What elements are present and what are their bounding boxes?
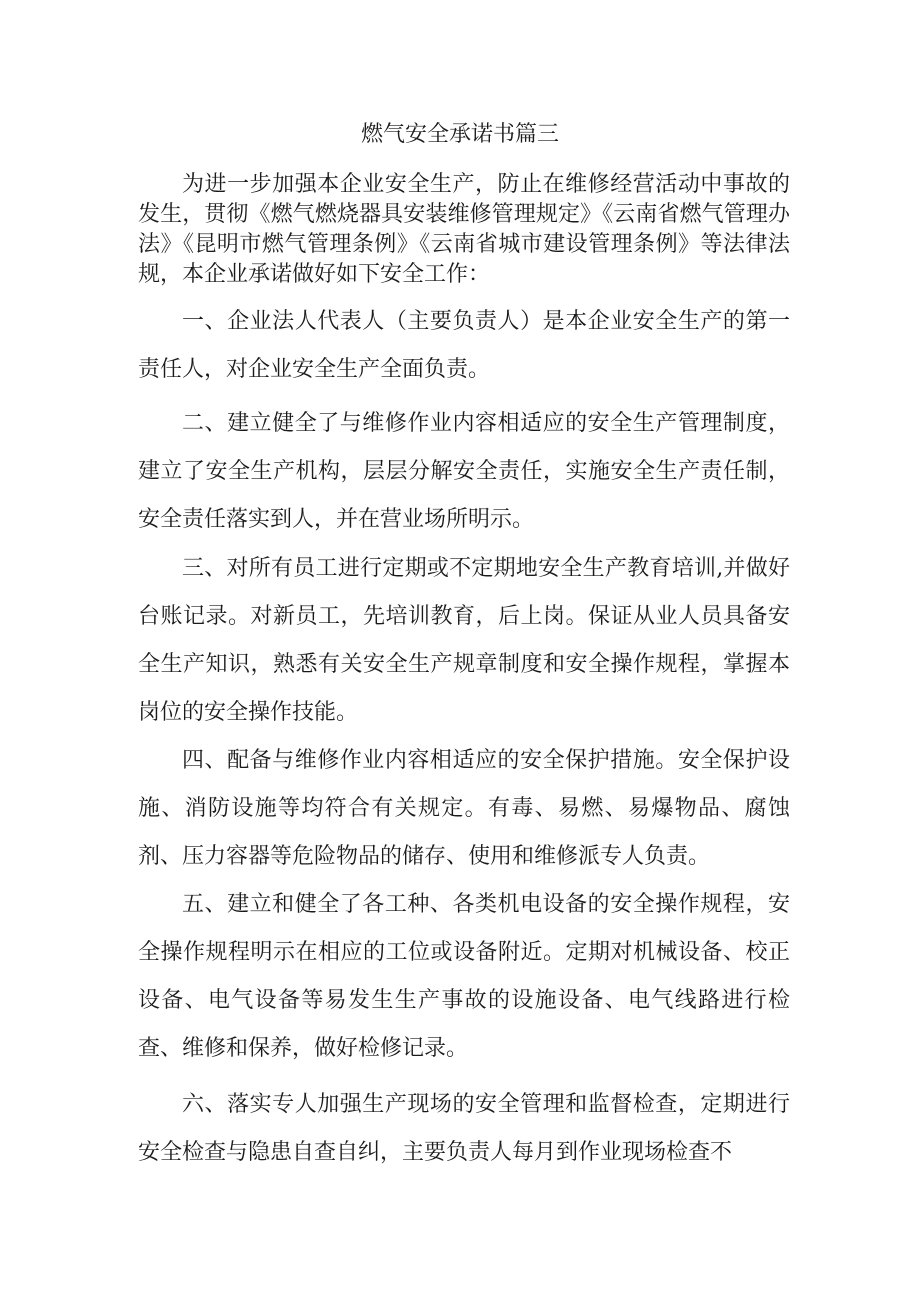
paragraph-2: 二、建立健全了与维修作业内容相适应的安全生产管理制度，建立了安全生产机构，层层分解安全责任，实施安全生产责任制，安全责任落实到人，并在营业场所明示。 bbox=[138, 411, 790, 532]
paragraph-3: 三、对所有员工进行定期或不定期地安全生产教育培训,并做好台账记录。对新员工，先培训教育，后上岗。保证从业人员具备安全生产知识，熟悉有关安全生产规章制度和安全操作规程，掌握本岗位的安全操作技能。 bbox=[138, 556, 790, 725]
intro-paragraph: 为进一步加强本企业安全生产，防止在维修经营活动中事故的发生，贯彻《燃气燃烧器具安装维修管理规定》《云南省燃气管理办法》《昆明市燃气管理条例》《云南省城市建设管理条例》等法律法规，本企业承诺做好如下安全工作： bbox=[138, 172, 790, 287]
paragraph-5: 五、建立和健全了各工种、各类机电设备的安全操作规程，安全操作规程明示在相应的工位或设备附近。定期对机械设备、校正设备、电气设备等易发生生产事故的设施设备、电气线路进行检查、维修和保养，做好检修记录。 bbox=[138, 892, 790, 1061]
paragraph-6: 六、落实专人加强生产现场的安全管理和监督检查，定期进行安全检查与隐患自查自纠，主要负责人每月到作业现场检查不 bbox=[138, 1092, 790, 1165]
paragraph-1: 一、企业法人代表人（主要负责人）是本企业安全生产的第一责任人，对企业安全生产全面负责。 bbox=[138, 309, 790, 382]
document-title: 燃气安全承诺书篇三 bbox=[360, 122, 559, 147]
paragraph-4: 四、配备与维修作业内容相适应的安全保护措施。安全保护设施、消防设施等均符合有关规定。有毒、易燃、易爆物品、腐蚀剂、压力容器等危险物品的储存、使用和维修派专人负责。 bbox=[138, 748, 790, 869]
